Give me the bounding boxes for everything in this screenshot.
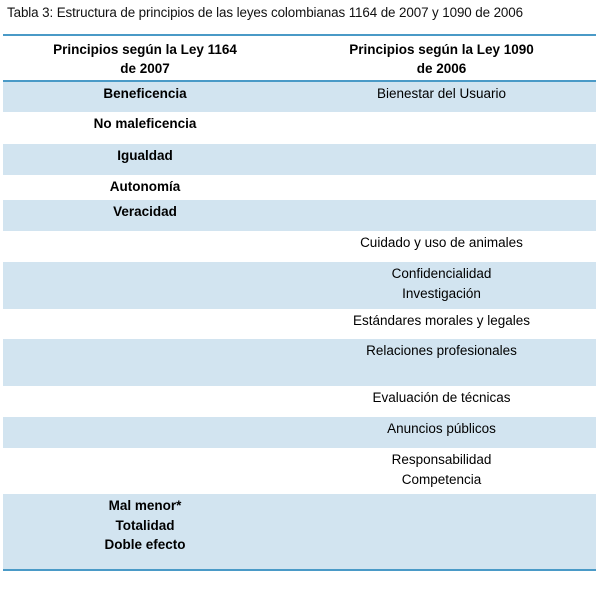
principle-name: Beneficencia xyxy=(103,86,187,101)
cell-ley-1090 xyxy=(287,448,596,494)
table-row xyxy=(3,339,596,386)
table-row xyxy=(3,144,596,175)
table-header-row xyxy=(3,36,596,82)
principle-name: Autonomía xyxy=(109,179,181,194)
principle-name: Totalidad xyxy=(115,517,175,533)
header-ley-1090 xyxy=(287,36,596,80)
table-row xyxy=(3,231,596,262)
principle-name: Confidencialidad xyxy=(391,266,492,281)
principle-name: Mal menor* xyxy=(108,498,182,513)
cell-ley-1164 xyxy=(3,82,287,112)
cell-ley-1090 xyxy=(287,82,596,112)
table-row xyxy=(3,112,596,144)
cell-ley-1164 xyxy=(3,386,287,417)
principle-name: Bienestar del Usuario xyxy=(376,86,507,101)
cell-ley-1164 xyxy=(3,448,287,494)
principles-table xyxy=(3,34,596,571)
cell-ley-1164 xyxy=(3,494,287,569)
cell-ley-1090 xyxy=(287,339,596,386)
header-ley-1164-line-1: Principios según la Ley 1164 xyxy=(53,42,237,57)
cell-ley-1164 xyxy=(3,309,287,339)
table-row xyxy=(3,200,596,231)
cell-ley-1164 xyxy=(3,175,287,200)
principle-name: Anuncios públicos xyxy=(387,421,496,436)
cell-ley-1164 xyxy=(3,200,287,231)
cell-ley-1164 xyxy=(3,144,287,175)
table-row xyxy=(3,494,596,569)
cell-ley-1090 xyxy=(287,417,596,448)
principle-name: Cuidado y uso de animales xyxy=(360,235,523,250)
table-body xyxy=(3,82,596,569)
cell-ley-1090 xyxy=(287,231,596,262)
principle-name: Doble efecto xyxy=(104,537,186,552)
table-row xyxy=(3,82,596,112)
header-ley-1164-line-2: de 2007 xyxy=(120,61,170,76)
cell-ley-1090 xyxy=(287,200,596,231)
header-ley-1090-line-2: de 2006 xyxy=(416,61,467,76)
cell-ley-1090 xyxy=(287,112,596,144)
table-row xyxy=(3,262,596,309)
table-row xyxy=(3,309,596,339)
table-row xyxy=(3,448,596,494)
cell-ley-1090 xyxy=(287,262,596,309)
principle-name: Estándares morales y legales xyxy=(352,313,531,328)
cell-ley-1164 xyxy=(3,417,287,448)
principle-name: Igualdad xyxy=(117,148,173,163)
header-ley-1164 xyxy=(3,36,287,80)
table-caption: Tabla 3: Estructura de principios de las leyes colombianas 1164 de 2007 y 1090 de 2006 xyxy=(7,5,523,20)
cell-ley-1164 xyxy=(3,112,287,144)
principle-name: Investigación xyxy=(402,285,481,301)
header-ley-1090-line-1: Principios según la Ley 1090 xyxy=(349,42,534,57)
cell-ley-1090 xyxy=(287,144,596,175)
table-row xyxy=(3,417,596,448)
principle-name: Relaciones profesionales xyxy=(366,343,517,358)
table-row xyxy=(3,386,596,417)
cell-ley-1090 xyxy=(287,309,596,339)
principle-name: Competencia xyxy=(401,471,482,487)
cell-ley-1090 xyxy=(287,175,596,200)
principle-name: Responsabilidad xyxy=(391,452,492,467)
cell-ley-1090 xyxy=(287,494,596,569)
principle-name: Veracidad xyxy=(113,204,177,219)
cell-ley-1090 xyxy=(287,386,596,417)
principle-name: No maleficencia xyxy=(93,116,197,131)
principle-name: Evaluación de técnicas xyxy=(372,390,511,405)
cell-ley-1164 xyxy=(3,231,287,262)
cell-ley-1164 xyxy=(3,262,287,309)
cell-ley-1164 xyxy=(3,339,287,386)
table-row xyxy=(3,175,596,200)
